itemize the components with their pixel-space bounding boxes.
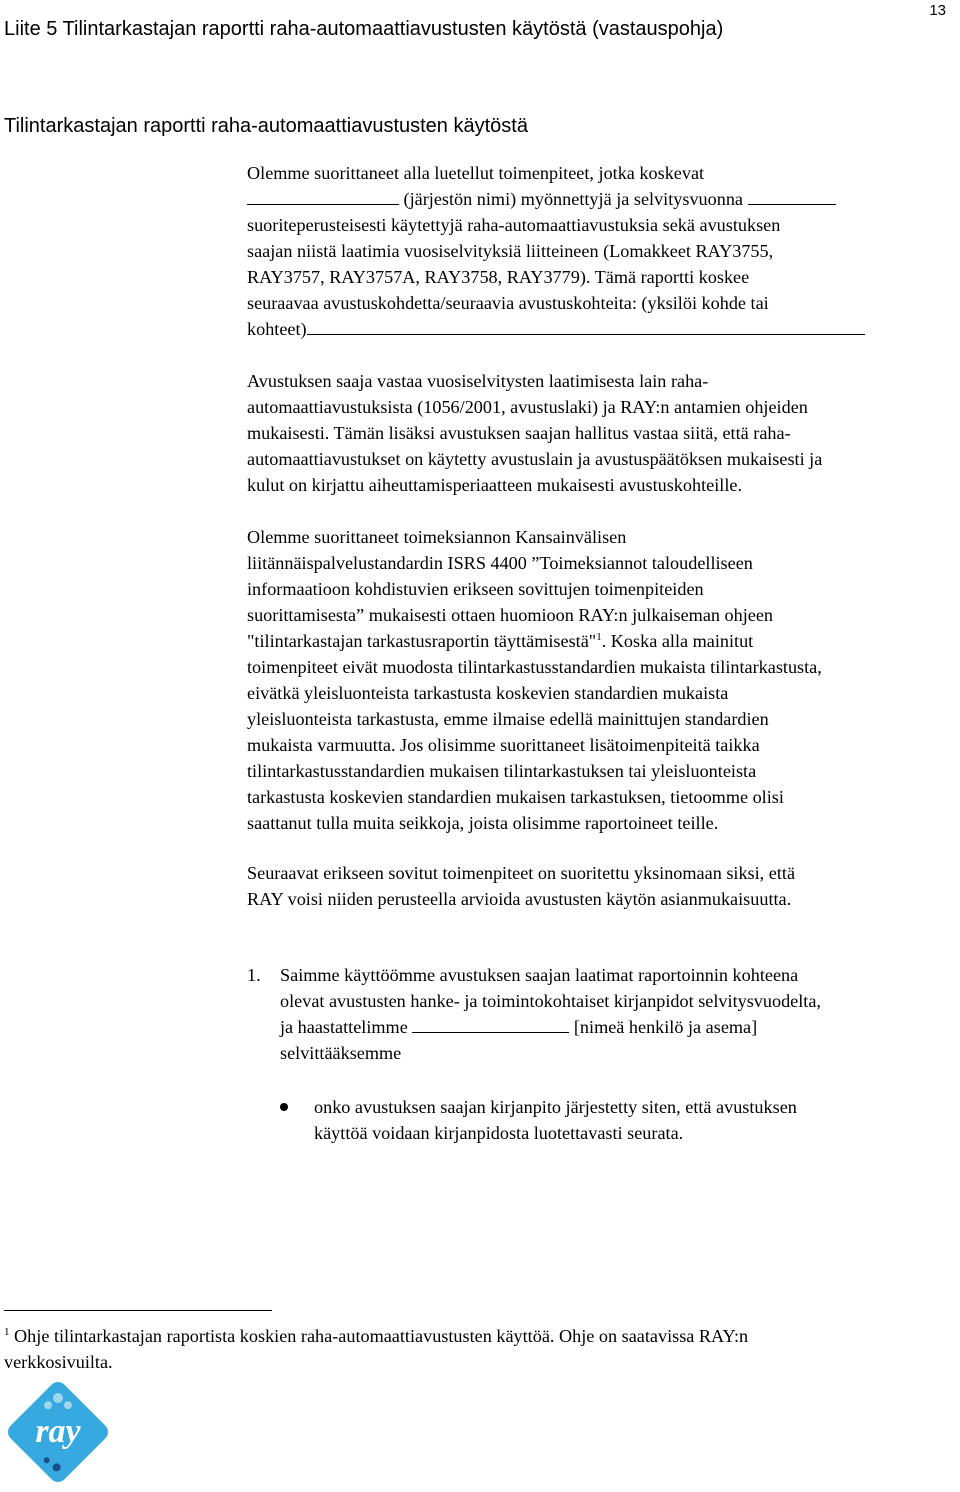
- bullet-text: [314, 1094, 797, 1146]
- text-line: saajan niistä laatimia vuosiselvityksiä liitteineen (Lomakkeet RAY3755,: [247, 241, 774, 261]
- text-line: [247, 628, 959, 654]
- text-line: mukaista varmuutta. Jos olisimme suorittaneet lisätoimenpiteitä taikka: [247, 735, 760, 755]
- text-line: mukaisesti. Tämän lisäksi avustuksen saajan hallitus vastaa siitä, että raha-: [247, 423, 791, 443]
- fill-in-blank-targets: [307, 317, 865, 335]
- footnote: [4, 1323, 748, 1375]
- text-line: [247, 316, 959, 342]
- text-fragment: ja haastattelimme: [280, 1017, 408, 1037]
- paragraph-purpose: [247, 860, 959, 912]
- text-line: automaattiavustukset on käytetty avustuslain ja avustuspäätöksen mukaisesti ja: [247, 449, 823, 469]
- text-line: Saimme käyttöömme avustuksen saajan laatimat raportoinnin kohteena: [280, 965, 799, 985]
- text-line: kulut on kirjattu aiheuttamisperiaatteen mukaisesti avustuskohteille.: [247, 475, 742, 495]
- footnote-separator: [4, 1310, 272, 1311]
- text-fragment: kohteet): [247, 319, 307, 339]
- text-line: yleisluonteista tarkastusta, emme ilmaise edellä mainittujen standardien: [247, 709, 769, 729]
- text-line: RAY voisi niiden perusteella arvioida avustusten käytön asianmukaisuutta.: [247, 889, 792, 909]
- text-line: seuraavaa avustuskohdetta/seuraavia avustuskohteita: (yksilöi kohde tai: [247, 293, 769, 313]
- footnote-reference: 1: [596, 631, 602, 643]
- text-line: tilintarkastusstandardien mukaisen tilintarkastuksen tai yleisluonteista: [247, 761, 757, 781]
- text-line: käyttöä voidaan kirjanpidosta luotettavasti seurata.: [314, 1123, 684, 1143]
- text-line: Olemme suorittaneet alla luetellut toimenpiteet, jotka koskevat: [247, 163, 705, 183]
- text-line: [4, 1323, 748, 1349]
- text-fragment: (järjestön nimi) myönnettyjä ja selvitysvuonna: [403, 189, 743, 209]
- paragraph-responsibility: [247, 368, 959, 498]
- text-fragment: Ohje tilintarkastajan raportista koskien raha-automaattiavustusten käyttöä. Ohje on saatavissa RAY:n: [9, 1326, 749, 1346]
- text-line: Olemme suorittaneet toimeksiannon Kansainvälisen: [247, 527, 627, 547]
- text-line: [247, 186, 959, 212]
- text-line: automaattiavustuksista (1056/2001, avustuslaki) ja RAY:n antamien ohjeiden: [247, 397, 808, 417]
- fill-in-blank-organization: [247, 187, 399, 205]
- page-number: 13: [929, 2, 946, 19]
- text-line: Avustuksen saaja vastaa vuosiselvitysten laatimisesta lain raha-: [247, 371, 709, 391]
- text-line: saattanut tulla muita seikkoja, joista olisimme raportoineet teille.: [247, 813, 719, 833]
- text-line: Seuraavat erikseen sovitut toimenpiteet on suoritettu yksinomaan siksi, että: [247, 863, 796, 883]
- item-body: [280, 962, 821, 1066]
- text-line: selvittääksemme: [280, 1043, 402, 1063]
- text-line: olevat avustusten hanke- ja toimintokohtaiset kirjanpidot selvitysvuodelta,: [280, 991, 821, 1011]
- text-line: verkkosivuilta.: [4, 1352, 113, 1372]
- paragraph-standard: [247, 524, 959, 836]
- footnote-marker: 1: [4, 1326, 10, 1338]
- text-fragment: [nimeä henkilö ja asema]: [573, 1017, 758, 1037]
- text-line: toimenpiteet eivät muodosta tilintarkastusstandardien mukaista tilintarkastusta,: [247, 657, 822, 677]
- ray-logo: [4, 1378, 112, 1486]
- text-line: [280, 1014, 821, 1040]
- text-fragment: . Koska alla mainitut: [601, 631, 754, 651]
- text-line: liitännäispalvelustandardin ISRS 4400 ”Toimeksiannot taloudelliseen: [247, 553, 753, 573]
- fill-in-blank-person: [412, 1015, 569, 1033]
- paragraph-scope: [247, 160, 959, 342]
- text-line: onko avustuksen saajan kirjanpito järjestetty siten, että avustuksen: [314, 1097, 797, 1117]
- logo-text: ray: [35, 1413, 81, 1450]
- bullet-marker: [280, 1103, 288, 1111]
- text-line: eivätkä yleisluonteista tarkastusta koskevien standardien mukaista: [247, 683, 729, 703]
- text-fragment: "tilintarkastajan tarkastusraportin täyttämisestä": [247, 631, 597, 651]
- text-line: RAY3757, RAY3757A, RAY3758, RAY3779). Tämä raportti koskee: [247, 267, 750, 287]
- document-title: Tilintarkastajan raportti raha-automaattiavustusten käytöstä: [4, 115, 528, 137]
- text-line: informaatioon kohdistuvien erikseen sovittujen toimenpiteiden: [247, 579, 704, 599]
- item-number: 1.: [247, 965, 261, 985]
- header-title: Liite 5 Tilintarkastajan raportti raha-automaattiavustusten käytöstä (vastauspohja): [4, 18, 724, 40]
- text-line: tarkastusta koskevien standardien mukaisen tarkastuksen, tietoomme olisi: [247, 787, 784, 807]
- text-line: suoriteperusteisesti käytettyjä raha-automaattiavustuksia sekä avustuksen: [247, 215, 781, 235]
- fill-in-blank-year: [748, 187, 836, 205]
- text-line: suorittamisesta” mukaisesti ottaen huomioon RAY:n julkaiseman ohjeen: [247, 605, 774, 625]
